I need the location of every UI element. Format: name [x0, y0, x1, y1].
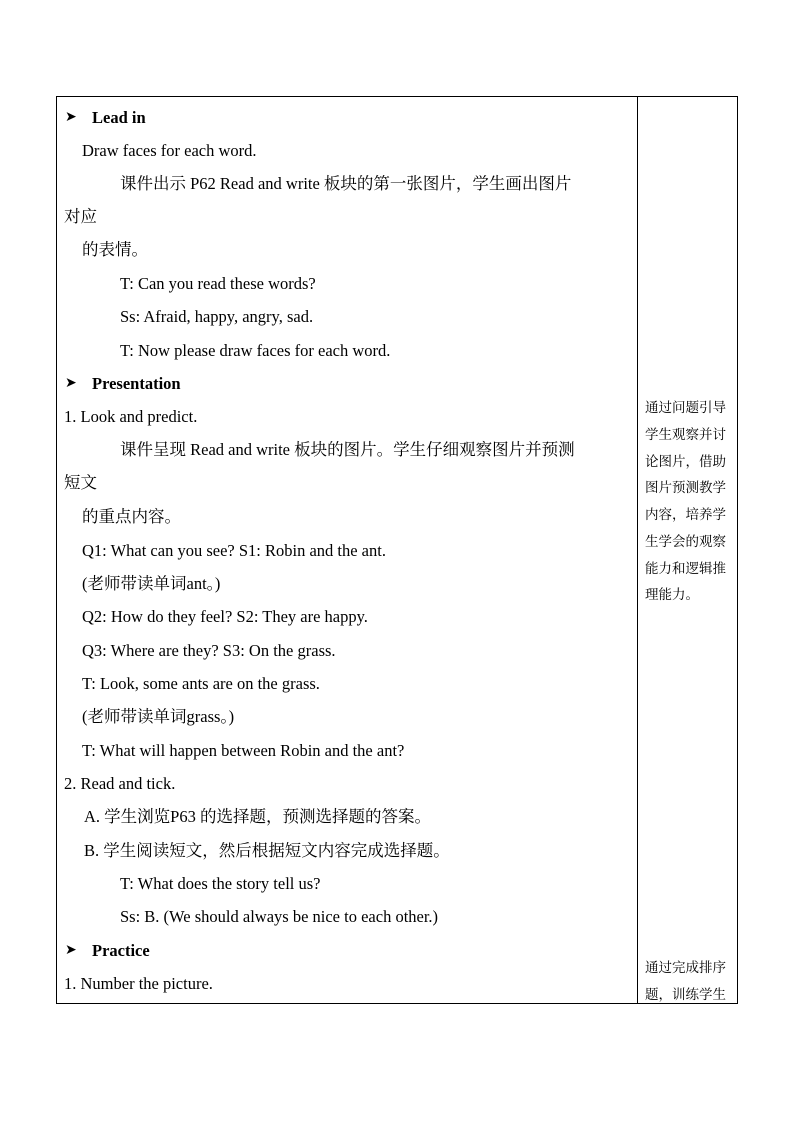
lead-in-line: 的表情。	[82, 240, 148, 259]
presentation-line: A. 学生浏览P63 的选择题，预测选择题的答案。	[84, 807, 431, 826]
note-line: 学生观察并讨	[645, 427, 726, 442]
presentation-line: (老师带读单词grass。)	[82, 707, 235, 726]
presentation-line: 课件呈现 Read and write 板块的图片。学生仔细观察图片并预测	[120, 440, 575, 459]
lead-in-line: Draw faces for each word.	[82, 141, 257, 160]
lead-in-line: 课件出示 P62 Read and write 板块的第一张图片，学生画出图片	[120, 174, 572, 193]
note-line: 论图片，借助	[645, 454, 726, 469]
note-line: 题，训练学生	[645, 987, 726, 1002]
presentation-line: 2. Read and tick.	[64, 774, 176, 793]
section-heading-lead-in: Lead in	[92, 108, 146, 127]
lesson-table	[56, 96, 738, 1004]
presentation-line: (老师带读单词ant。)	[82, 574, 221, 593]
presentation-line: Q3: Where are they? S3: On the grass.	[82, 641, 336, 660]
practice-line: 1. Number the picture.	[64, 974, 213, 993]
note-line: 理能力。	[645, 587, 699, 602]
presentation-line: T: Look, some ants are on the grass.	[82, 674, 320, 693]
presentation-line: 的重点内容。	[82, 507, 181, 526]
bullet-arrow-icon: ➤	[65, 376, 77, 391]
section-heading-practice: Practice	[92, 941, 150, 960]
presentation-line: B. 学生阅读短文，然后根据短文内容完成选择题。	[84, 841, 450, 860]
lead-in-line: Ss: Afraid, happy, angry, sad.	[120, 307, 314, 326]
presentation-line: Q1: What can you see? S1: Robin and the ant.	[82, 541, 386, 560]
note-line: 内容，培养学	[645, 507, 726, 522]
presentation-line: T: What does the story tell us?	[120, 874, 321, 893]
presentation-line: Ss: B. (We should always be nice to each other.)	[120, 907, 439, 926]
presentation-line: T: What will happen between Robin and the ant?	[82, 741, 405, 760]
column-divider	[637, 97, 638, 1003]
bullet-arrow-icon: ➤	[65, 943, 77, 958]
note-line: 能力和逻辑推	[645, 561, 726, 576]
note-line: 生学会的观察	[645, 534, 726, 549]
note-line: 通过完成排序	[645, 960, 726, 975]
note-line: 通过问题引导	[645, 400, 726, 415]
presentation-line: 1. Look and predict.	[64, 407, 198, 426]
presentation-line: 短文	[64, 473, 97, 492]
presentation-line: Q2: How do they feel? S2: They are happy.	[82, 607, 368, 626]
lead-in-line: T: Can you read these words?	[120, 274, 316, 293]
note-line: 图片预测教学	[645, 480, 726, 495]
bullet-arrow-icon: ➤	[65, 110, 77, 125]
lead-in-line: 对应	[64, 207, 97, 226]
section-heading-presentation: Presentation	[92, 374, 181, 393]
lead-in-line: T: Now please draw faces for each word.	[120, 341, 391, 360]
